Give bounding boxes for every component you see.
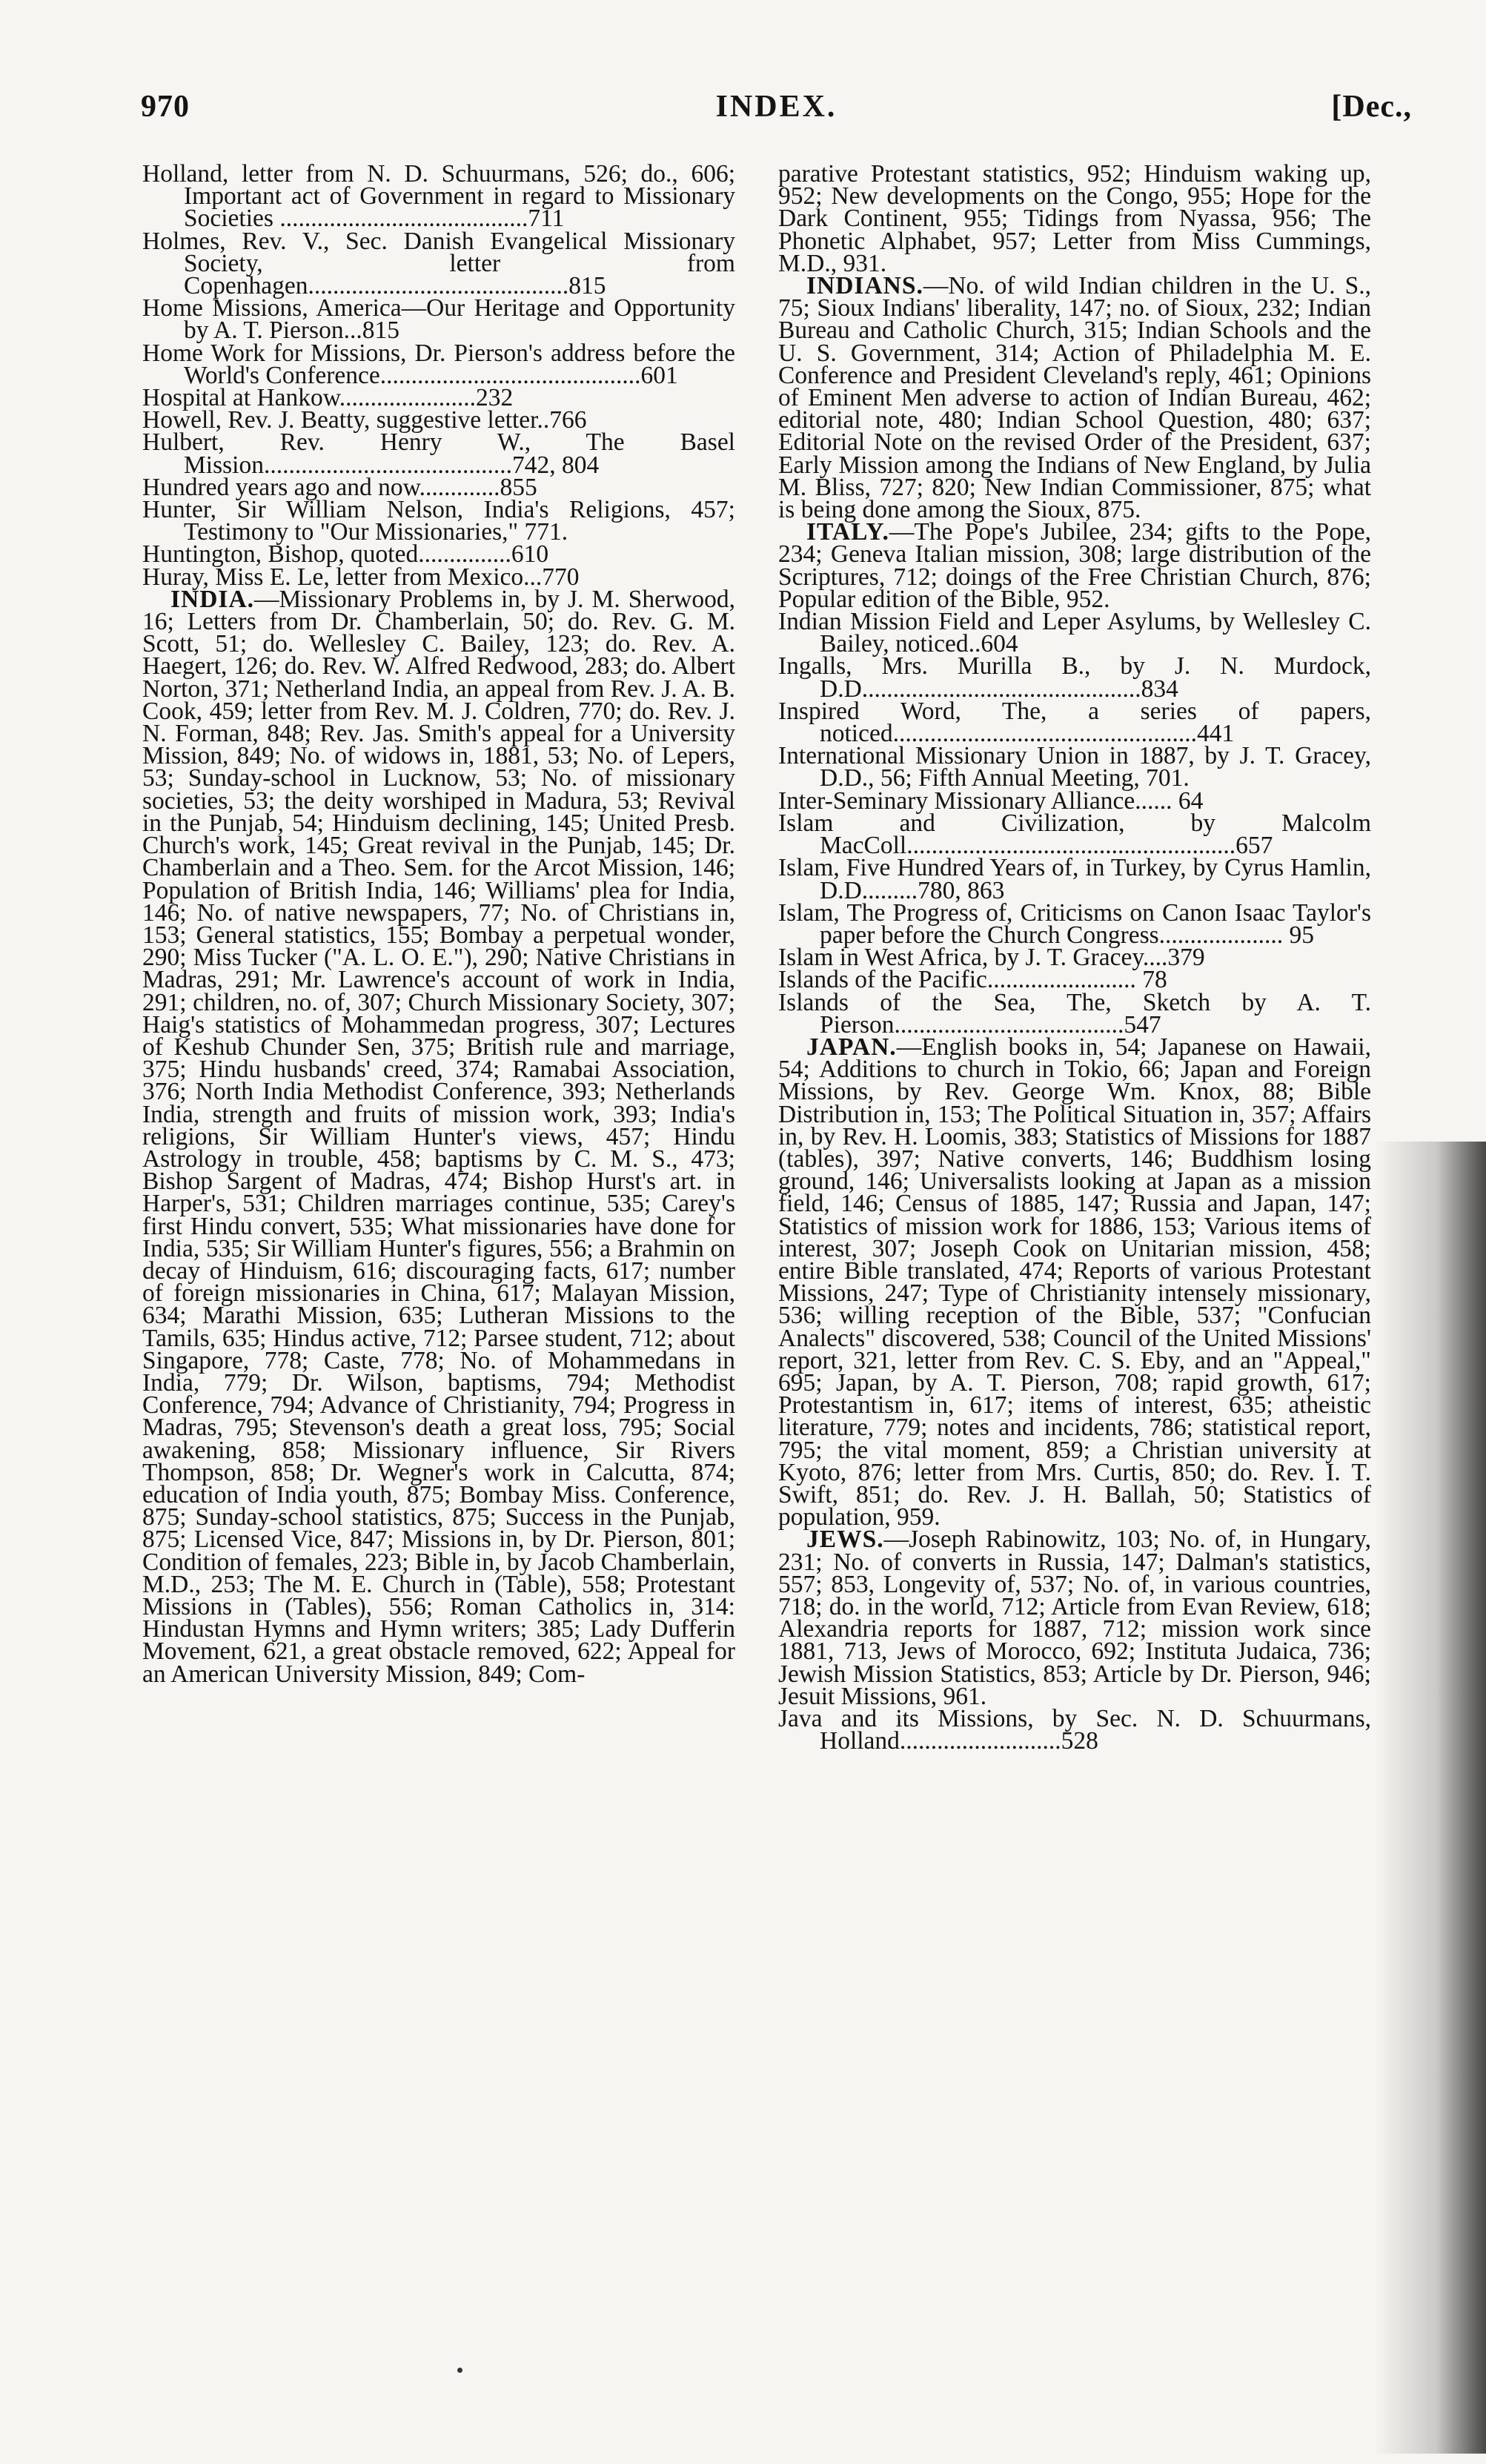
index-entry: [778, 608, 1371, 658]
section-heading: INDIA.: [170, 585, 255, 613]
index-column-left: [142, 160, 735, 1688]
entry-text: International Missionary Union in 1887, by J. T. Gracey, D.D., 56; Fifth Annual Meeting, 701.: [778, 742, 1371, 792]
entry-text: parative Protestant statistics, 952; Hinduism waking up, 952; New developments on the Congo, 955; Hope for the Dark Continent, 955; Tidings from Nyassa, 956; The Phonetic Alphabet, 957; Letter from Miss Cummings, M.D., 931.: [778, 160, 1371, 277]
index-section-entry: [778, 518, 1371, 613]
entry-text: Hundred years ago and now.............855: [142, 473, 537, 501]
index-section-entry: [142, 585, 735, 1688]
entry-text: Holmes, Rev. V., Sec. Danish Evangelical Missionary Society, letter from Copenhagen..........................................815: [142, 227, 735, 300]
printer-dot: [457, 2368, 462, 2373]
index-entry: [142, 496, 735, 546]
index-entry: [778, 988, 1371, 1039]
entry-text: Howell, Rev. J. Beatty, suggestive letter..766: [142, 406, 587, 434]
entry-text: Islands of the Sea, The, Sketch by A. T. Pierson.....................................547: [778, 988, 1371, 1039]
entry-text: Islam, Five Hundred Years of, in Turkey, by Cyrus Hamlin, D.D.........780, 863: [778, 854, 1371, 904]
entry-text: Hospital at Hankow......................232: [142, 384, 514, 412]
index-entry: [778, 809, 1371, 860]
index-entry: [778, 652, 1371, 703]
entry-text: Holland, letter from N. D. Schuurmans, 526; do., 606; Important act of Government in regard to Missionary Societies ........................................711: [142, 160, 735, 233]
entry-text: —Missionary Problems in, by J. M. Sherwood, 16; Letters from Dr. Chamberlain, 50; do. Rev. G. M. Scott, 51; do. Wellesley C. Bailey, 123; do. Rev. A. Haegert, 126; do. Rev. W. Alfred Redwood, 283; do. Albert Norton, 371; Netherland India, an appeal from Rev. J. A. B. Cook, 459; letter from Rev. M. J. Coldren, 770; do. Rev. J. N. Forman, 848; Rev. Jas. Smith's appeal for a University Mission, 849; No. of widows in, 1881, 53; No. of Lepers, 53; Sunday-school in Lucknow, 53; No. of missionary societies, 53; the deity worshiped in Madura, 53; Revival in the Punjab, 54; Hinduism declining, 145; United Presb. Church's work, 145; Great revival in the Punjab, 145; Dr. Chamberlain and a Theo. Sem. for the Arcot Mission, 146; Population of British India, 146; Williams' plea for India, 146; No. of native newspapers, 77; No. of Christians in, 153; General statistics, 155; Bombay a perpetual wonder, 290; Miss Tucker ("A. L. O. E."), 290; Native Christians in Madras, 291; Mr. Lawrence's account of work in India, 291; children, no. of, 307; Church Missionary Society, 307; Haig's statistics of Mohammedan progress, 307; Lectures of Keshub Chunder Sen, 375; British rule and marriage, 375; Hindu husbands' creed, 374; Ramabai Association, 376; North India Methodist Conference, 393; Netherlands India, strength and fruits of mission work, 393; India's religions, Sir William Hunter's views, 457; Hindu Astrology in trouble, 458; baptisms by C. M. S., 473; Bishop Sargent of Madras, 474; Bishop Hurst's art. in Harper's, 531; Children marriages continue, 535; Carey's first Hindu convert, 535; What missionaries have done for India, 535; Sir William Hunter's figures, 556; a Brahmin on decay of Hinduism, 616; discouraging facts, 617; number of foreign missionaries in China, 617; Malayan Mission, 634; Marathi Mission, 635; Lutheran Missions to the Tamils, 635; Hindus active, 712; Parsee student, 712; about Singapore, 778; Caste, 778; No. of Mohammedans in India, 779; Dr. Wilson, baptisms, 794; Methodist Conference, 794; Advance of Christianity, 794; Progress in Madras, 795; Stevenson's death a great loss, 795; Social awakening, 858; Missionary influence, Sir Rivers Thompson, 858; Dr. Wegner's work in Calcutta, 874; education of India youth, 875; Bombay Miss. Conference, 875; Sunday-school statistics, 875; Success in the Punjab, 875; Licensed Vice, 847; Missions in, by Dr. Pierson, 801; Condition of females, 223; Bible in, by Jacob Chamberlain, M.D., 253; The M. E. Church in (Table), 558; Protestant Missions in (Tables), 556; Roman Catholics in, 314: Hindustan Hymns and Hymn writers; 385; Lady Dufferin Movement, 621, a great obstacle removed, 622; Appeal for an American University Mission, 849; Com-: [142, 585, 735, 1688]
index-column-right: [778, 160, 1371, 1755]
entry-text: Hulbert, Rev. Henry W., The Basel Mission........................................742, 804: [142, 428, 735, 479]
page-header: [141, 89, 1412, 133]
index-entry: [142, 428, 735, 479]
section-heading: JAPAN.: [806, 1033, 897, 1061]
scan-shadow: [1375, 1142, 1486, 2454]
entry-text: —The Pope's Jubilee, 234; gifts to the Pope, 234; Geneva Italian mission, 308; large distribution of the Scriptures, 712; doings of the Free Christian Church, 876; Popular edition of the Bible, 952.: [778, 518, 1371, 613]
index-entry: [778, 898, 1371, 949]
entry-text: Inter-Seminary Missionary Alliance...... 64: [778, 786, 1204, 815]
index-entry: [778, 742, 1371, 792]
index-entry: [142, 294, 735, 345]
entry-text: Islam in West Africa, by J. T. Gracey....379: [778, 944, 1205, 972]
index-entry: [142, 160, 735, 233]
page-title: INDEX.: [715, 90, 837, 124]
index-entry: [778, 1705, 1371, 1755]
entry-text: Home Work for Missions, Dr. Pierson's address before the World's Conference..........................................601: [142, 339, 735, 389]
entry-text: Huray, Miss E. Le, letter from Mexico...770: [142, 563, 580, 591]
entry-text: Huntington, Bishop, quoted...............610: [142, 540, 549, 569]
index-section-entry: [778, 272, 1371, 524]
entry-text: Hunter, Sir William Nelson, India's Religions, 457; Testimony to "Our Missionaries," 771.: [142, 496, 735, 546]
index-section-entry: [778, 1033, 1371, 1531]
index-entry: [142, 227, 735, 300]
section-heading: INDIANS.: [806, 272, 923, 300]
running-head-date: [Dec.,: [1331, 90, 1412, 124]
entry-text: Home Missions, America—Our Heritage and Opportunity by A. T. Pierson...815: [142, 294, 735, 345]
entry-text: Java and its Missions, by Sec. N. D. Schuurmans, Holland..........................528: [778, 1705, 1371, 1755]
index-entry: [778, 697, 1371, 748]
index-entry: [778, 160, 1371, 277]
index-entry: [778, 854, 1371, 904]
entry-text: —Joseph Rabinowitz, 103; No. of, in Hungary, 231; No. of converts in Russia, 147; Dalman's statistics, 557; 853, Longevity of, 537; No. of, in various countries, 718; do. in the world, 712; Article from Evan Review, 618; Alexandria reports for 1887, 712; mission work since 1881, 713, Jews of Morocco, 692; Instituta Judaica, 736; Jewish Mission Statistics, 853; Article by Dr. Pierson, 946; Jesuit Missions, 961.: [778, 1526, 1371, 1710]
entry-text: Islam, The Progress of, Criticisms on Canon Isaac Taylor's paper before the Church Congress.................... 95: [778, 898, 1371, 949]
entry-text: Indian Mission Field and Leper Asylums, by Wellesley C. Bailey, noticed..604: [778, 608, 1371, 658]
page-number: 970: [141, 90, 190, 124]
section-heading: ITALY.: [806, 518, 889, 546]
section-heading: JEWS.: [806, 1526, 884, 1554]
entry-text: Ingalls, Mrs. Murilla B., by J. N. Murdock, D.D.............................................834: [778, 652, 1371, 703]
index-entry: [142, 339, 735, 389]
entry-text: —English books in, 54; Japanese on Hawaii, 54; Additions to church in Tokio, 66; Japan and Foreign Missions, by Rev. George Wm. Knox, 88; Bible Distribution in, 153; The Political Situation in, 357; Affairs in, by Rev. H. Loomis, 383; Statistics of Missions for 1887 (tables), 397; Native converts, 146; Buddhism losing ground, 146; Universalists looking at Japan as a mission field, 146; Census of 1885, 147; Russia and Japan, 147; Statistics of mission work for 1886, 153; Various items of interest, 307; Joseph Cook on Unitarian mission, 458; entire Bible translated, 474; Reports of various Protestant Missions, 247; Type of Christianity intensely missionary, 536; willing reception of the Bible, 537; "Confucian Analects" discovered, 538; Council of the United Missions' report, 321, letter from Rev. C. S. Eby, and an "Appeal," 695; Japan, by A. T. Pierson, 708; rapid growth, 617; Protestantism in, 617; items of interest, 635; atheistic literature, 779; notes and incidents, 786; statistical report, 795; the vital moment, 859; a Christian university at Kyoto, 876; letter from Mrs. Curtis, 850; do. Rev. I. T. Swift, 851; do. Rev. J. H. Ballah, 50; Statistics of population, 959.: [778, 1033, 1371, 1531]
entry-text: Inspired Word, The, a series of papers, noticed.................................................441: [778, 697, 1371, 748]
entry-text: Islam and Civilization, by Malcolm MacColl.....................................................657: [778, 809, 1371, 860]
index-section-entry: [778, 1526, 1371, 1710]
entry-text: —No. of wild Indian children in the U. S., 75; Sioux Indians' liberality, 147; no. of Sioux, 232; Indian Bureau and Catholic Church, 315; Indian Schools and the U. S. Government, 314; Action of Philadelphia M. E. Conference and President Cleveland's reply, 461; Opinions of Eminent Men adverse to action of Indian Bureau, 462; editorial note, 480; Indian School Question, 480; 637; Editorial Note on the revised Order of the President, 637; Early Mission among the Indians of New England, by Julia M. Bliss, 727; 820; New Indian Commissioner, 875; what is being done among the Sioux, 875.: [778, 272, 1371, 524]
entry-text: Islands of the Pacific........................ 78: [778, 966, 1167, 994]
